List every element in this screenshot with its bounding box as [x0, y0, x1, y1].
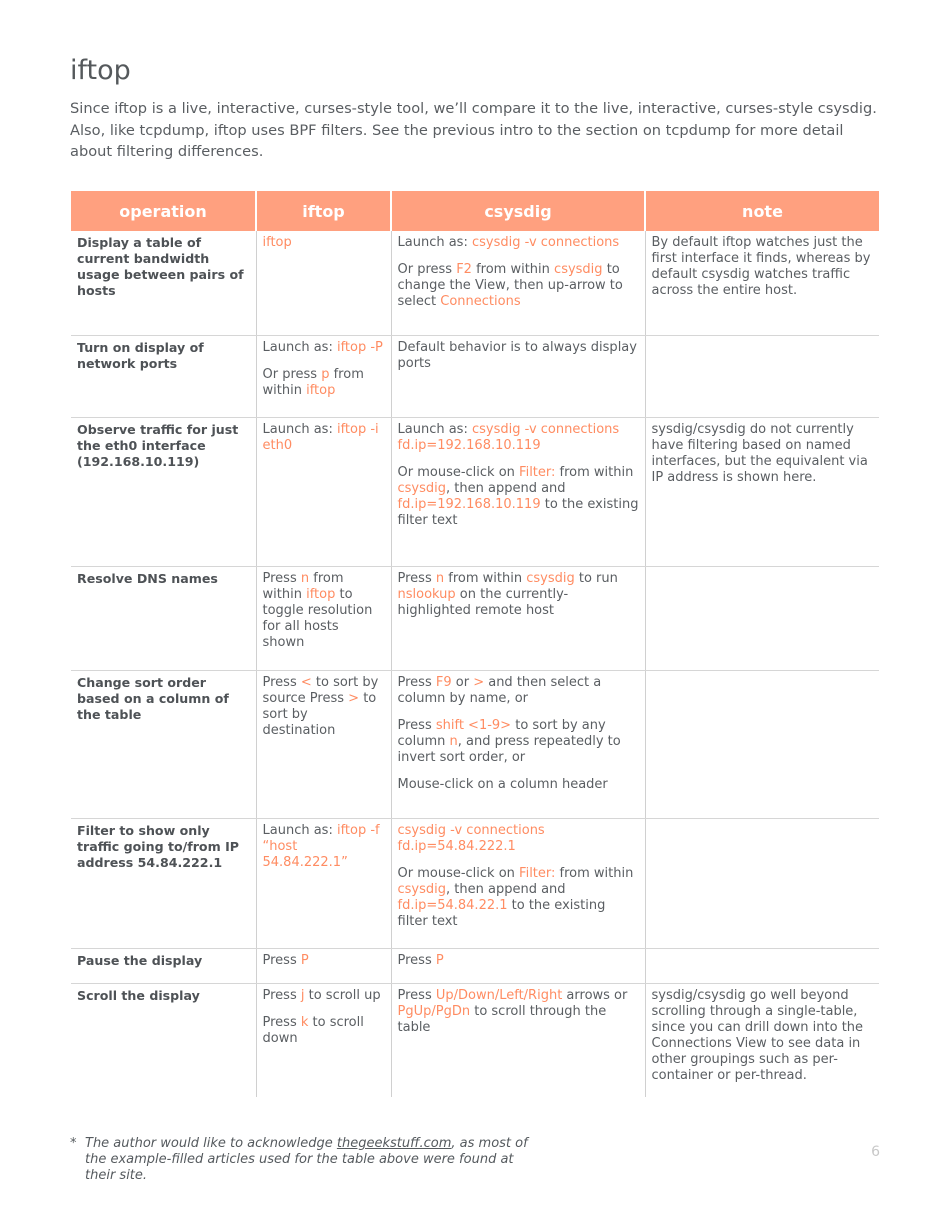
plain-text: to the existing filter text — [397, 496, 639, 528]
table-row — [71, 231, 879, 335]
command-text: < — [300, 674, 312, 690]
plain-text: on the currently-highlighted remote host — [397, 586, 569, 618]
plain-text: Or mouse-click on — [397, 464, 520, 480]
plain-text: Launch as: — [397, 235, 472, 250]
plain-text: to change the View, then up-arrow to select — [397, 262, 623, 309]
cell-paragraph — [263, 422, 385, 454]
command-text: F9 — [435, 674, 452, 690]
header-operation: operation — [71, 191, 256, 231]
command-text: csysdig — [397, 480, 447, 496]
plain-text: from within — [262, 570, 344, 602]
cell-paragraph — [398, 422, 639, 454]
command-text: j — [300, 987, 305, 1003]
plain-text: Default behavior is to always display ports — [397, 339, 637, 371]
cell-paragraph — [398, 823, 639, 855]
cell-csysdig — [391, 670, 645, 818]
comparison-table — [71, 191, 879, 1097]
plain-text: Press — [262, 674, 301, 690]
plain-text: to scroll through the table — [397, 1003, 607, 1035]
cell-csysdig — [391, 231, 645, 335]
command-text: p — [321, 366, 330, 382]
command-text: iftop — [262, 235, 292, 250]
cell-csysdig — [391, 983, 645, 1097]
plain-text: to scroll up — [304, 987, 381, 1003]
plain-text: from within — [471, 262, 555, 277]
command-text: fd.ip=54.84.22.1 — [397, 897, 508, 913]
cell-csysdig — [391, 566, 645, 670]
cell-csysdig — [391, 335, 645, 417]
cell-paragraph — [398, 718, 639, 766]
table-row — [71, 566, 879, 670]
table-row — [71, 670, 879, 818]
cell-iftop — [256, 818, 391, 948]
command-text: P — [435, 952, 444, 968]
command-text: csysdig -v connections fd.ip=192.168.10.119 — [397, 421, 620, 453]
command-text: iftop — [306, 586, 336, 602]
command-text: csysdig — [554, 262, 603, 277]
command-text: > — [473, 674, 485, 690]
command-text: csysdig -v connections — [471, 235, 620, 250]
plain-text: to sort by any column — [397, 717, 606, 749]
cell-paragraph — [398, 866, 639, 930]
cell-operation: Display a table of current bandwidth usage between pairs of hosts — [71, 231, 256, 335]
cell-paragraph — [398, 988, 639, 1036]
table-row — [71, 335, 879, 417]
plain-text: or — [451, 674, 474, 690]
cell-paragraph — [263, 823, 385, 871]
cell-paragraph — [398, 235, 639, 251]
plain-text: from within — [262, 366, 364, 398]
plain-text: Launch as: — [397, 421, 472, 437]
plain-text: sysdig/csysdig go well beyond scrolling through a single-table, since you can drill down into the Connections View to see data in other groupings such as per-container or per-thread. — [651, 987, 864, 1083]
cell-note — [645, 566, 879, 670]
cell-note — [645, 670, 879, 818]
footnote-text-before: The author would like to acknowledge — [85, 1136, 337, 1151]
plain-text: , and press repeatedly to invert sort order, or — [397, 733, 621, 765]
command-text: iftop — [306, 382, 336, 398]
cell-csysdig — [391, 948, 645, 983]
plain-text: to sort by source Press — [262, 674, 379, 706]
command-text: csysdig — [526, 570, 575, 586]
command-text: n — [435, 570, 445, 586]
cell-paragraph — [263, 675, 385, 739]
plain-text: to sort by destination — [262, 690, 377, 738]
plain-text: and then select a column by name, or — [397, 674, 602, 706]
cell-iftop — [256, 417, 391, 566]
cell-iftop — [256, 670, 391, 818]
cell-operation: Resolve DNS names — [71, 566, 256, 670]
plain-text: sysdig/csysdig do not currently have filtering based on named interfaces, but the equivalent via IP address is shown here. — [651, 421, 868, 485]
command-text: k — [300, 1014, 309, 1030]
plain-text: By default iftop watches just the first interface it finds, whereas by default csysdig watches traffic across the entire host. — [651, 235, 871, 298]
header-iftop: iftop — [256, 191, 391, 231]
cell-paragraph — [652, 988, 874, 1084]
command-text: csysdig — [397, 881, 447, 897]
cell-paragraph — [263, 953, 385, 969]
plain-text: Press — [262, 570, 301, 586]
page-number: 6 — [871, 1144, 880, 1160]
cell-paragraph — [652, 235, 874, 299]
command-text: csysdig -v connections fd.ip=54.84.222.1 — [397, 822, 545, 854]
command-text: PgUp/PgDn — [397, 1003, 471, 1019]
table-row — [71, 818, 879, 948]
cell-paragraph — [398, 777, 639, 793]
cell-paragraph — [398, 953, 639, 969]
cell-paragraph — [398, 340, 639, 372]
header-note: note — [645, 191, 879, 231]
table-header-row — [71, 191, 879, 231]
cell-paragraph — [398, 262, 639, 310]
command-text: Up/Down/Left/Right — [435, 987, 563, 1003]
plain-text: Launch as: — [262, 339, 337, 355]
plain-text: Press — [262, 987, 301, 1003]
command-text: nslookup — [397, 586, 456, 602]
footnote-text-after: , as most of the example-filled articles used for the table above were found at their site. — [85, 1136, 528, 1183]
plain-text: Press — [397, 952, 436, 968]
cell-operation: Scroll the display — [77, 987, 200, 1003]
plain-text: Or press — [397, 262, 457, 277]
plain-text: Launch as: — [262, 421, 337, 437]
command-text: Connections — [440, 294, 521, 309]
cell-note — [645, 983, 879, 1097]
cell-paragraph — [263, 571, 385, 651]
plain-text: Press — [397, 674, 436, 690]
footnote-text — [85, 1136, 540, 1184]
command-text: Filter: — [519, 464, 556, 480]
plain-text: Or press — [262, 366, 322, 382]
footnote-marker: * — [70, 1136, 77, 1151]
cell-note — [645, 417, 879, 566]
cell-operation: Filter to show only traffic going to/from IP address 54.84.222.1 — [71, 818, 256, 948]
plain-text: , then append and — [446, 881, 566, 897]
command-text: fd.ip=192.168.10.119 — [397, 496, 541, 512]
page-title: iftop — [70, 55, 131, 86]
command-text: shift <1-9> — [435, 717, 512, 733]
command-text: > — [348, 690, 360, 706]
cell-note — [645, 948, 879, 983]
table-row — [71, 948, 879, 983]
cell-iftop — [256, 983, 391, 1097]
plain-text: from within — [555, 464, 634, 480]
cell-paragraph — [263, 367, 385, 399]
plain-text: Press — [262, 1014, 301, 1030]
table-row — [71, 983, 879, 1097]
plain-text: Press — [397, 717, 436, 733]
command-text: F2 — [456, 262, 472, 277]
plain-text: , then append and — [446, 480, 566, 496]
command-text: Filter: — [519, 865, 556, 881]
cell-iftop — [256, 948, 391, 983]
cell-iftop — [256, 231, 391, 335]
plain-text: Or mouse-click on — [397, 865, 520, 881]
cell-note — [645, 818, 879, 948]
plain-text: to toggle resolution for all hosts shown — [262, 586, 373, 650]
cell-operation: Pause the display — [71, 948, 256, 983]
cell-paragraph — [398, 571, 639, 619]
cell-paragraph — [263, 1015, 385, 1047]
command-text: P — [300, 952, 309, 968]
plain-text: from within — [555, 865, 634, 881]
command-text: iftop -P — [336, 339, 383, 355]
plain-text: Mouse-click on a column header — [397, 776, 608, 792]
cell-csysdig — [391, 417, 645, 566]
cell-paragraph — [398, 465, 639, 529]
cell-note — [645, 231, 879, 335]
cell-operation: Observe traffic for just the eth0 interface (192.168.10.119) — [71, 417, 256, 566]
cell-operation: Change sort order based on a column of the table — [71, 670, 256, 818]
plain-text: Press — [397, 570, 436, 586]
command-text: iftop -f “host 54.84.222.1” — [262, 822, 380, 870]
header-csysdig: csysdig — [391, 191, 645, 231]
intro-paragraph: Since iftop is a live, interactive, curses-style tool, we’ll compare it to the live, interactive, curses-style csysdig. Also, like tcpdump, iftop uses BPF filters. See the previous intro to the section on tcpdump for more detail about filtering differences. — [70, 100, 877, 160]
command-text: n — [300, 570, 310, 586]
cell-iftop — [256, 566, 391, 670]
cell-iftop — [256, 335, 391, 417]
footnote-link[interactable]: thegeekstuff.com — [336, 1136, 452, 1151]
cell-paragraph — [263, 235, 385, 251]
cell-paragraph — [652, 422, 874, 486]
plain-text: arrows or — [562, 987, 628, 1003]
cell-paragraph — [263, 988, 385, 1004]
cell-paragraph — [263, 340, 385, 356]
command-text: n — [449, 733, 458, 749]
cell-note — [645, 335, 879, 417]
plain-text: from within — [444, 570, 527, 586]
table-row — [71, 417, 879, 566]
cell-paragraph — [398, 675, 639, 707]
plain-text: to scroll down — [262, 1014, 364, 1046]
cell-operation: Turn on display of network ports — [71, 335, 256, 417]
plain-text: Launch as: — [262, 822, 337, 838]
plain-text: to the existing filter text — [397, 897, 606, 929]
plain-text: Press — [397, 987, 436, 1003]
plain-text: to run — [574, 570, 618, 586]
footnote — [70, 1136, 540, 1184]
plain-text: Press — [262, 952, 301, 968]
cell-csysdig — [391, 818, 645, 948]
command-text: iftop -i eth0 — [262, 421, 379, 453]
